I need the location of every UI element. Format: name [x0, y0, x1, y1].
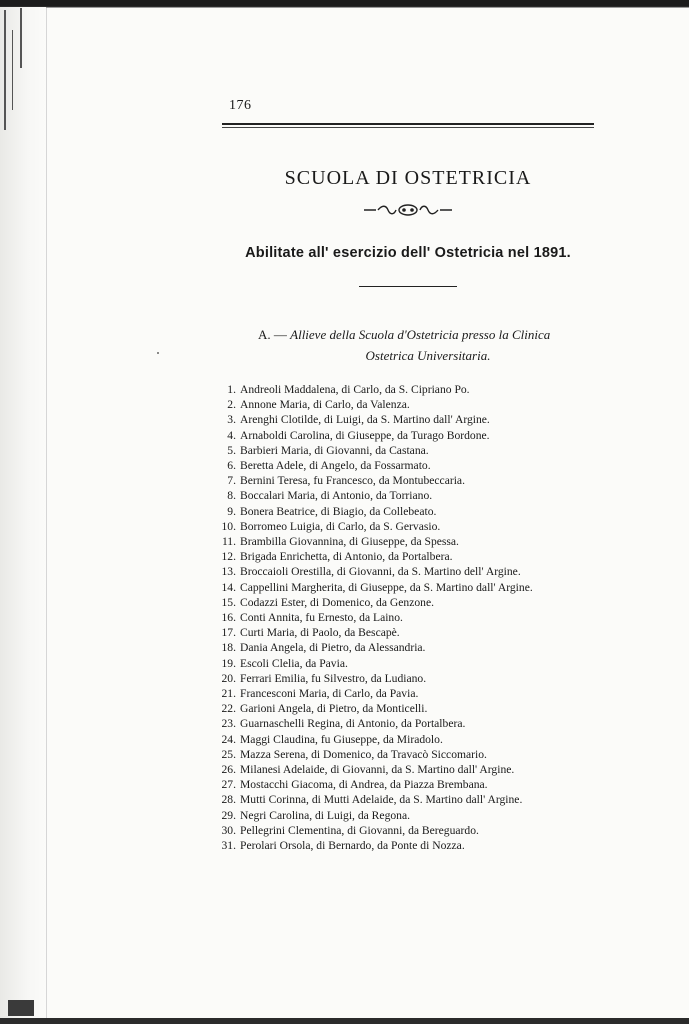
header-rule	[222, 123, 594, 125]
list-item	[216, 504, 596, 519]
entry-text: Arenghi Clotilde, di Luigi, da S. Martino dall' Argine.	[240, 413, 490, 427]
entry-text: Mutti Corinna, di Mutti Adelaide, da S. Martino dall' Argine.	[240, 793, 523, 807]
entries-list	[216, 382, 596, 853]
entry-number: 27.	[221, 778, 236, 792]
top-edge-shadow	[0, 0, 689, 6]
entry-text: Broccaioli Orestilla, di Giovanni, da S. Martino dell' Argine.	[240, 565, 521, 579]
list-item	[216, 656, 596, 671]
entry-number: 28.	[221, 793, 236, 807]
entry-number: 30.	[221, 823, 236, 837]
entry-number: 23.	[221, 717, 236, 731]
list-item	[216, 382, 596, 397]
list-item	[216, 732, 596, 747]
entry-number: 24.	[221, 732, 236, 746]
list-item	[216, 397, 596, 412]
entry-text: Annone Maria, di Carlo, da Valenza.	[240, 398, 410, 412]
binding-mark	[8, 1000, 34, 1016]
entry-number: 1.	[227, 383, 236, 396]
entry-text: Negri Carolina, di Luigi, da Regona.	[240, 808, 411, 822]
entry-text: Pellegrini Clementina, di Giovanni, da Bereguardo.	[240, 823, 479, 837]
list-item	[216, 564, 596, 579]
list-item	[216, 580, 596, 595]
entry-number: 19.	[221, 656, 236, 670]
entry-text: Brambilla Giovannina, di Giuseppe, da Spessa.	[240, 535, 459, 549]
entry-text: Cappellini Margherita, di Giuseppe, da S. Martino dall' Argine.	[240, 580, 533, 594]
entry-number: 20.	[221, 671, 236, 685]
entry-text: Curti Maria, di Paolo, da Bescapè.	[240, 626, 400, 640]
entry-number: 3.	[227, 413, 236, 427]
entry-number: 21.	[221, 687, 236, 701]
list-item	[216, 777, 596, 792]
list-item	[216, 823, 596, 838]
entry-number: 6.	[227, 459, 236, 473]
list-item	[216, 762, 596, 777]
binding-mark	[12, 30, 13, 110]
entry-number: 14.	[221, 580, 236, 594]
binding-edge	[0, 0, 47, 1024]
entry-number: 25.	[221, 747, 236, 761]
entry-text: Boccalari Maria, di Antonio, da Torriano.	[240, 489, 433, 503]
entry-text: Guarnaschelli Regina, di Antonio, da Portalbera.	[240, 717, 466, 731]
paper-speck	[157, 352, 159, 354]
top-edge-line	[46, 7, 689, 8]
entry-text: Escoli Clelia, da Pavia.	[240, 656, 348, 670]
entry-number: 18.	[221, 641, 236, 655]
entry-number: 16.	[221, 611, 236, 625]
entry-text: Milanesi Adelaide, di Giovanni, da S. Martino dall' Argine.	[240, 763, 515, 777]
entry-number: 10.	[221, 519, 236, 533]
entry-number: 31.	[221, 839, 236, 853]
entry-number: 4.	[227, 428, 236, 442]
binding-mark	[20, 8, 22, 68]
list-item	[216, 610, 596, 625]
list-item	[216, 519, 596, 534]
section-letter: A. —	[258, 327, 287, 342]
entry-text: Dania Angela, di Pietro, da Alessandria.	[240, 641, 426, 655]
entry-text: Borromeo Luigia, di Carlo, da S. Gervasio.	[240, 519, 441, 533]
list-item	[216, 671, 596, 686]
section-caption-line1: Allieve della Scuola d'Ostetricia presso la Clinica	[290, 327, 551, 342]
entry-text: Mazza Serena, di Domenico, da Travacò Siccomario.	[240, 747, 487, 761]
binding-mark	[4, 10, 6, 130]
entry-text: Garioni Angela, di Pietro, da Monticelli.	[240, 702, 428, 716]
entry-text: Barbieri Maria, di Giovanni, da Castana.	[240, 443, 429, 457]
entry-text: Mostacchi Giacoma, di Andrea, da Piazza Brembana.	[240, 778, 488, 792]
entry-text: Perolari Orsola, di Bernardo, da Ponte di Nozza.	[240, 839, 465, 853]
subtitle: Abilitate all' esercizio dell' Ostetricia nel 1891.	[245, 245, 571, 261]
page-number: 176	[229, 98, 252, 113]
entry-text: Francesconi Maria, di Carlo, da Pavia.	[240, 687, 419, 701]
subtitle-rule	[359, 286, 457, 287]
list-item	[216, 686, 596, 701]
list-item	[216, 625, 596, 640]
list-item	[216, 792, 596, 807]
list-item	[216, 549, 596, 564]
list-item	[216, 473, 596, 488]
entry-text: Andreoli Maddalena, di Carlo, da S. Cipriano Po.	[240, 383, 470, 396]
entry-number: 12.	[221, 550, 236, 564]
entry-text: Codazzi Ester, di Domenico, da Genzone.	[240, 595, 434, 609]
entry-number: 11.	[221, 535, 236, 549]
list-item	[216, 458, 596, 473]
entry-text: Bonera Beatrice, di Biagio, da Collebeato.	[240, 504, 437, 518]
entry-number: 7.	[227, 474, 236, 488]
entry-text: Brigada Enrichetta, di Antonio, da Portalbera.	[240, 550, 453, 564]
list-item	[216, 716, 596, 731]
list-item	[216, 534, 596, 549]
entry-text: Conti Annita, fu Ernesto, da Laino.	[240, 611, 403, 625]
list-item	[216, 808, 596, 823]
entry-text: Bernini Teresa, fu Francesco, da Montubeccaria.	[240, 474, 465, 488]
ornament-divider-icon	[362, 203, 454, 217]
entry-number: 5.	[227, 443, 236, 457]
section-caption-line2: Ostetrica Universitaria.	[365, 348, 491, 363]
entry-number: 29.	[221, 808, 236, 822]
list-item	[216, 838, 596, 853]
list-item	[216, 443, 596, 458]
entry-number: 26.	[221, 763, 236, 777]
entry-number: 22.	[221, 702, 236, 716]
entry-number: 17.	[221, 626, 236, 640]
entry-text: Maggi Claudina, fu Giuseppe, da Miradolo.	[240, 732, 443, 746]
entry-text: Beretta Adele, di Angelo, da Fossarmato.	[240, 459, 431, 473]
entry-text: Ferrari Emilia, fu Silvestro, da Ludiano.	[240, 671, 427, 685]
list-item	[216, 488, 596, 503]
entry-number: 8.	[227, 489, 236, 503]
section-heading	[258, 324, 578, 366]
entry-number: 13.	[221, 565, 236, 579]
entry-number: 9.	[227, 504, 236, 518]
list-item	[216, 747, 596, 762]
entry-number: 15.	[221, 595, 236, 609]
list-item	[216, 428, 596, 443]
page-title: SCUOLA DI OSTETRICIA	[284, 167, 532, 189]
list-item	[216, 701, 596, 716]
list-item	[216, 412, 596, 427]
entry-text: Arnaboldi Carolina, di Giuseppe, da Turago Bordone.	[240, 428, 490, 442]
list-item	[216, 640, 596, 655]
bottom-edge-shadow	[0, 1018, 689, 1024]
entry-number: 2.	[227, 398, 236, 412]
list-item	[216, 595, 596, 610]
